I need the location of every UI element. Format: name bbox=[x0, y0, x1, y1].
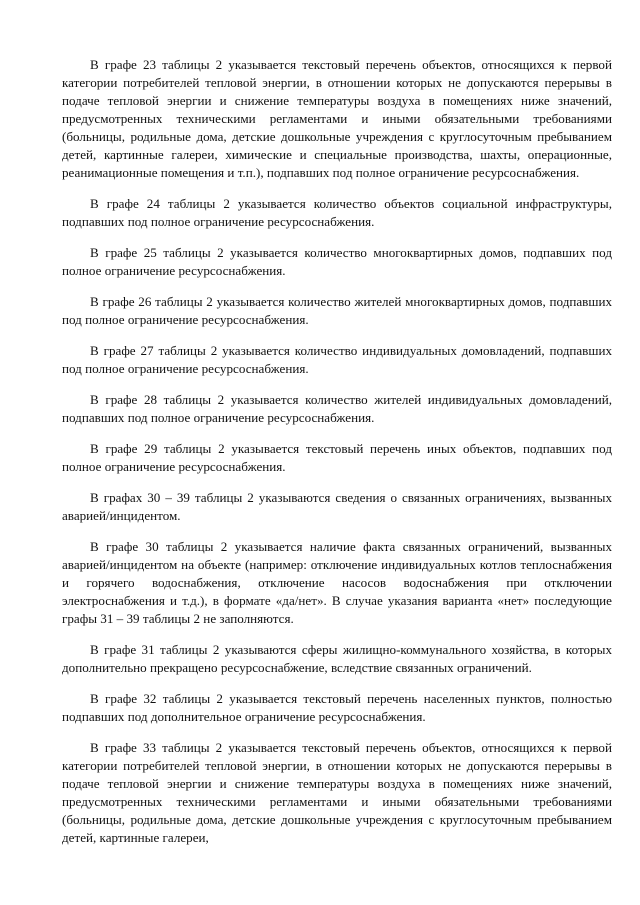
paragraph-graph-28: В графе 28 таблицы 2 указывается количество жителей индивидуальных домовладений, подпавших под полное ограничение ресурсоснабжения. bbox=[62, 392, 612, 425]
paragraph-graph-27: В графе 27 таблицы 2 указывается количество индивидуальных домовладений, подпавших под полное ограничение ресурсоснабжения. bbox=[62, 343, 612, 376]
paragraph-graph-33: В графе 33 таблицы 2 указывается текстовый перечень объектов, относящихся к первой категории потребителей тепловой энергии, в отношении которых не допускаются перерывы в подаче тепловой энергии и снижение температуры воздуха в помещениях ниже значений, предусмотренных техническими регламентами и иными обязательными требованиями (больницы, родильные дома, детские дошкольные учреждения с круглосуточным пребыванием детей, картинные галереи, bbox=[62, 740, 612, 845]
paragraph-graphs-30-39: В графах 30 – 39 таблицы 2 указываются сведения о связанных ограничениях, вызванных аварией/инцидентом. bbox=[62, 490, 612, 523]
paragraph-graph-26: В графе 26 таблицы 2 указывается количество жителей многоквартирных домов, подпавших под полное ограничение ресурсоснабжения. bbox=[62, 294, 612, 327]
paragraph-graph-30: В графе 30 таблицы 2 указывается наличие факта связанных ограничений, вызванных аварией/инцидентом на объекте (например: отключение индивидуальных котлов теплоснабжения и горячего водоснабжения, отключение насосов водоснабжения при отключении электроснабжения и т.д.), в формате «да/нет». В случае указания варианта «нет» последующие графы 31 – 39 таблицы 2 не заполняются. bbox=[62, 539, 612, 626]
paragraph-graph-32: В графе 32 таблицы 2 указывается текстовый перечень населенных пунктов, полностью подпавших под дополнительное ограничение ресурсоснабжения. bbox=[62, 691, 612, 724]
paragraph-graph-31: В графе 31 таблицы 2 указываются сферы жилищно-коммунального хозяйства, в которых дополнительно прекращено ресурсоснабжение, вследствие связанных ограничений. bbox=[62, 642, 612, 675]
paragraph-graph-25: В графе 25 таблицы 2 указывается количество многоквартирных домов, подпавших под полное ограничение ресурсоснабжения. bbox=[62, 245, 612, 278]
paragraph-graph-29: В графе 29 таблицы 2 указывается текстовый перечень иных объектов, подпавших под полное ограничение ресурсоснабжения. bbox=[62, 441, 612, 474]
document-page bbox=[62, 56, 612, 860]
paragraph-graph-23: В графе 23 таблицы 2 указывается текстовый перечень объектов, относящихся к первой категории потребителей тепловой энергии, в отношении которых не допускаются перерывы в подаче тепловой энергии и снижение температуры воздуха в помещениях ниже значений, предусмотренных техническими регламентами и иными обязательными требованиями (больницы, родильные дома, детские дошкольные учреждения с круглосуточным пребыванием детей, картинные галереи, химические и специальные производства, шахты, операционные, реанимационные помещения и т.п.), подпавших под полное ограничение ресурсоснабжения. bbox=[62, 57, 612, 180]
paragraph-graph-24: В графе 24 таблицы 2 указывается количество объектов социальной инфраструктуры, подпавших под полное ограничение ресурсоснабжения. bbox=[62, 196, 612, 229]
